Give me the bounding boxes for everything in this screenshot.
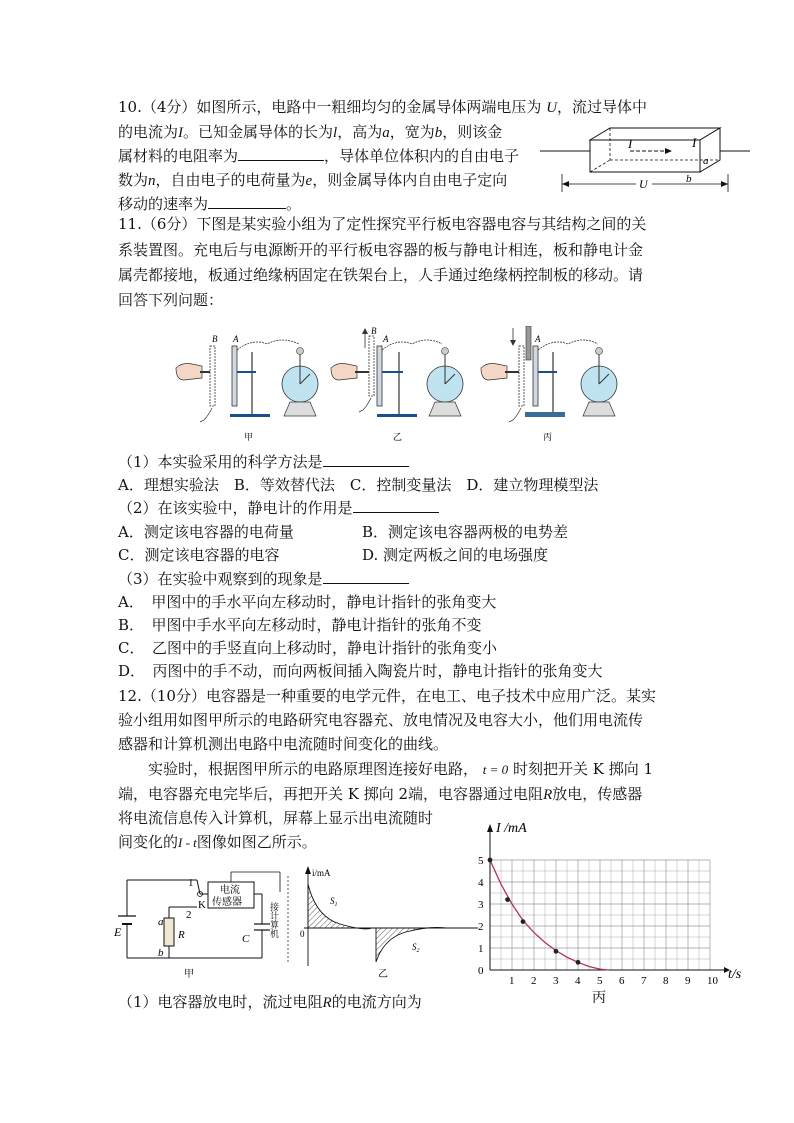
q11-sub2-stem <box>118 498 439 518</box>
label-S2: $S_2$ <box>412 942 420 954</box>
i-axis-arrow <box>305 866 311 874</box>
origin-label: 0 <box>300 929 305 939</box>
q12-line <box>118 832 317 853</box>
label-U: U <box>639 177 648 191</box>
ground-wire <box>200 408 212 422</box>
q12-text: 端，电容器充电完毕后，再把开关 K 掷向 2端，电容器通过电阻 <box>118 785 544 803</box>
label-R: R <box>178 929 185 941</box>
caption-jia: 甲 <box>244 432 254 442</box>
q12-text: 验小组用如图甲所示的电路研究电容器充、放电情况及电容大小，他们用电流传 <box>118 711 644 729</box>
chart-x-tick-label: 6 <box>619 975 625 987</box>
chart-data-point <box>505 897 510 902</box>
lead-wire <box>382 340 442 350</box>
chart-y-axis-label: I /mA <box>496 821 527 836</box>
chart-data-point <box>576 960 581 965</box>
q10-text: 属材料的电阻率为 <box>118 147 239 165</box>
apparatus-panel-bing <box>481 326 617 442</box>
electroscope-stand <box>429 402 461 416</box>
chart-y-tick-label: 5 <box>478 855 484 867</box>
label-B: B <box>371 326 377 336</box>
chart-data-point <box>554 949 559 954</box>
label-a: a <box>703 155 709 167</box>
chart-x-tick-label: 10 <box>707 975 718 987</box>
resistor-R <box>164 918 174 946</box>
label-A: A <box>233 334 239 344</box>
lead-wire <box>538 340 598 350</box>
answer-blank-drift-speed[interactable] <box>208 194 286 209</box>
answer-blank-resistivity[interactable] <box>238 146 324 161</box>
chart-caption: 丙 <box>592 991 606 1006</box>
label-A: A <box>383 334 389 344</box>
chart-x-tick-label: 1 <box>509 975 515 987</box>
q11-sub3-stem <box>118 569 409 589</box>
q12-text: 感器和计算机测出电路中电流随时间变化的曲线。 <box>118 735 449 753</box>
answer-blank-q11-2[interactable] <box>353 498 439 513</box>
q11-sub3-option-b: B． 甲图中手水平向左移动时，静电计指针的张角不变 <box>118 616 482 634</box>
label-2: 2 <box>186 909 192 921</box>
chart-x-axis-label: t/s <box>728 967 742 982</box>
chart-bing <box>470 812 760 1012</box>
chart-ticks <box>478 855 719 987</box>
charging-area-S1 <box>308 884 372 929</box>
electroscope-knob <box>442 348 449 355</box>
lead-wire <box>237 340 299 350</box>
q12-var-R: R <box>543 787 553 803</box>
plate-A <box>533 346 538 406</box>
plate-B <box>369 336 374 396</box>
apparatus-panel-yi <box>331 326 463 442</box>
conductor-block-figure <box>540 122 752 194</box>
q12-text: 放电，传感器 <box>552 785 643 803</box>
sensor-label-2: 传感器 <box>212 897 242 908</box>
q10-text: ，导体单位体积内的自由电子 <box>324 147 520 165</box>
label-I-inside: I <box>628 136 633 151</box>
chart-y-tick-label: 1 <box>478 943 484 955</box>
q11-sub2-option-a: A．测定该电容器的电荷量 <box>118 523 294 541</box>
graph-yi <box>300 862 480 986</box>
q10-var-U: U <box>546 100 558 116</box>
q10-text: 。已知金属导体的长为 <box>183 123 334 141</box>
q11-text: 回答下列问题： <box>118 291 224 309</box>
label-C: C <box>242 933 250 945</box>
plate-B <box>519 346 524 406</box>
electroscope-knob <box>596 348 603 355</box>
q10-text: 。 <box>286 195 302 213</box>
up-arrowhead <box>362 328 368 334</box>
q12-var-t0: t = 0 <box>482 762 509 777</box>
electroscope-stand <box>284 402 316 416</box>
q10-line-2 <box>118 122 502 143</box>
U-arrow-right <box>721 181 728 187</box>
label-A: A <box>535 334 541 344</box>
label-b: b <box>158 947 164 959</box>
label-computer: 接计算机 <box>269 902 279 938</box>
ground-wire <box>359 398 371 412</box>
label-E: E <box>114 925 122 939</box>
chart-y-tick-label: 0 <box>478 965 484 977</box>
q10-text: ，宽为 <box>389 123 435 141</box>
plate-B <box>210 346 215 406</box>
q12-paragraph-2 <box>148 759 653 780</box>
apparatus-panel-jia <box>176 334 318 442</box>
q12-text: 将电流信息传入计算机，屏幕上显示出电流随时 <box>118 809 434 827</box>
q11-sub3-option-d: D． 丙图中的手不动，而向两板间插入陶瓷片时，静电计指针的张角变大 <box>118 662 603 680</box>
hand-icon <box>331 364 357 381</box>
chart-x-tick-label: 2 <box>531 975 537 987</box>
chart-x-tick-label: 9 <box>685 975 691 987</box>
q11-sub3-option-c: C． 乙图中的手竖直向上移动时，静电计指针的张角变小 <box>118 639 497 657</box>
block-top-face <box>590 128 720 140</box>
i-axis-label: i/mA <box>312 868 331 878</box>
iron-stand-base <box>230 414 270 417</box>
electroscope-knob <box>297 348 304 355</box>
q11-header: 11.（6分）下图是某实验小组为了定性探究平行板电容器电容与其结构之间的关 <box>118 215 647 233</box>
caption-yi: 乙 <box>393 432 403 442</box>
chart-x-tick-label: 4 <box>575 975 581 987</box>
capacitor-apparatus-figure <box>172 326 632 448</box>
U-arrow-left <box>562 181 569 187</box>
q11-sub3-option-a: A． 甲图中的手水平向左移动时，静电计指针的张角变大 <box>118 593 497 611</box>
q10-line-4 <box>118 170 507 191</box>
label-1: 1 <box>188 877 194 889</box>
chart-x-tick-label: 5 <box>597 975 603 987</box>
chart-axes <box>487 824 730 973</box>
q11-text: 属壳都接地，板通过绝缘柄固定在铁架台上，人手通过绝缘柄控制板的移动。请 <box>118 266 644 284</box>
chart-y-tick-label: 2 <box>478 921 484 933</box>
chart-x-tick-label: 8 <box>663 975 669 987</box>
chart-grid <box>490 860 710 970</box>
q12-var-It: I - t <box>178 835 197 850</box>
q10-text: 的电流为 <box>118 123 179 141</box>
q10-number: 10. <box>118 98 142 116</box>
circuit-diagram-jia <box>112 862 292 986</box>
iron-stand-base <box>377 414 417 417</box>
label-K: K <box>198 899 206 911</box>
q10-line-3 <box>118 146 519 166</box>
chart-y-axis-arrow <box>487 824 493 832</box>
answer-blank-q11-1[interactable] <box>323 452 409 467</box>
q10-text: 移动的速率为 <box>118 195 209 213</box>
q11-text: 系装置图。充电后与电源断开的平行板电容器的板与静电计相连，板和静电计金 <box>118 241 644 259</box>
q10-line-5 <box>118 194 301 214</box>
q10-text: ，则金属导体内自由电子定向 <box>312 171 508 189</box>
q12-text: 实验时，根据图甲所示的电路原理图连接好电路， <box>148 760 479 778</box>
plate-A <box>232 346 237 406</box>
q10-text: 如图所示，电路中一粗细均匀的金属导体两端电压为 <box>196 98 542 116</box>
q12-line <box>118 784 642 805</box>
q10-var-l: l <box>333 125 338 141</box>
q12-text: 图像如图乙所示。 <box>196 833 317 851</box>
down-arrowhead <box>510 340 516 346</box>
ceramic-slab <box>526 326 531 360</box>
block-front-face <box>590 140 700 172</box>
iron-stand-base <box>525 412 565 417</box>
q10-var-e: e <box>305 173 313 189</box>
q10-text: ，流过导体中 <box>557 98 648 116</box>
q10-text: ，高为 <box>337 123 383 141</box>
q10-score: （4分） <box>141 98 197 116</box>
label-I-outside: I <box>692 135 697 150</box>
q11-sub1-options: A．理想实验法 B．等效替代法 C．控制变量法 D．建立物理模型法 <box>118 476 599 494</box>
chart-data-point <box>521 919 526 924</box>
q12-header: 12.（10分）电容器是一种重要的电学元件，在电工、电子技术中应用广泛。某实 <box>118 687 656 705</box>
q10-text: 数为 <box>118 171 149 189</box>
label-a: a <box>158 916 164 928</box>
caption-bing: 丙 <box>543 432 553 442</box>
caption-jia: 甲 <box>184 969 194 980</box>
q10-var-I: I <box>178 125 184 141</box>
chart-x-tick-label: 3 <box>553 975 559 987</box>
label-S1: $S_1$ <box>330 896 338 908</box>
q11-sub3-text: （3）在实验中观察到的现象是 <box>118 570 323 588</box>
hand-icon <box>176 364 202 381</box>
q11-sub2-text: （2）在该实验中，静电计的作用是 <box>118 499 353 517</box>
q12-var-R: R <box>322 995 332 1011</box>
q11-sub1-stem <box>118 452 409 472</box>
answer-blank-q11-3[interactable] <box>323 569 409 584</box>
q10-var-b: b <box>434 125 443 141</box>
q12-sub1-text: （1）电容器放电时，流过电阻 <box>118 993 323 1011</box>
q11-sub1-text: （1）本实验采用的科学方法是 <box>118 453 323 471</box>
chart-y-tick-label: 3 <box>478 899 484 911</box>
q12-sub1 <box>118 992 422 1013</box>
caption-yi: 乙 <box>378 969 388 980</box>
label-b: b <box>686 173 692 185</box>
discharging-area-S2 <box>376 928 446 963</box>
q11-sub2-option-b: B．测定该电容器两极的电势差 <box>362 523 569 541</box>
q11-sub2-option-c: C．测定该电容器的电容 <box>118 546 280 564</box>
ground-wire <box>509 408 521 422</box>
chart-x-tick-label: 7 <box>641 975 647 987</box>
q10-var-n: n <box>148 173 156 189</box>
q10-text: ，则该金 <box>442 123 503 141</box>
sensor-label-1: 电流 <box>220 885 240 896</box>
chart-data-point <box>488 858 493 863</box>
chart-y-tick-label: 4 <box>478 877 484 889</box>
q11-sub2-option-d: D. 测定两板之间的电场强度 <box>362 546 549 564</box>
hand-icon <box>481 364 507 381</box>
q12-text: 间变化的 <box>118 833 179 851</box>
plate-A <box>377 346 382 406</box>
q10-line-1 <box>118 97 647 118</box>
q10-text: ，自由电子的电荷量为 <box>155 171 306 189</box>
q10-var-a: a <box>382 125 390 141</box>
q12-text: 时刻把开关 K 掷向 1 <box>512 760 654 778</box>
label-B: B <box>212 334 218 344</box>
q12-sub1-text: 的电流方向为 <box>331 993 422 1011</box>
electroscope-stand <box>583 402 615 416</box>
